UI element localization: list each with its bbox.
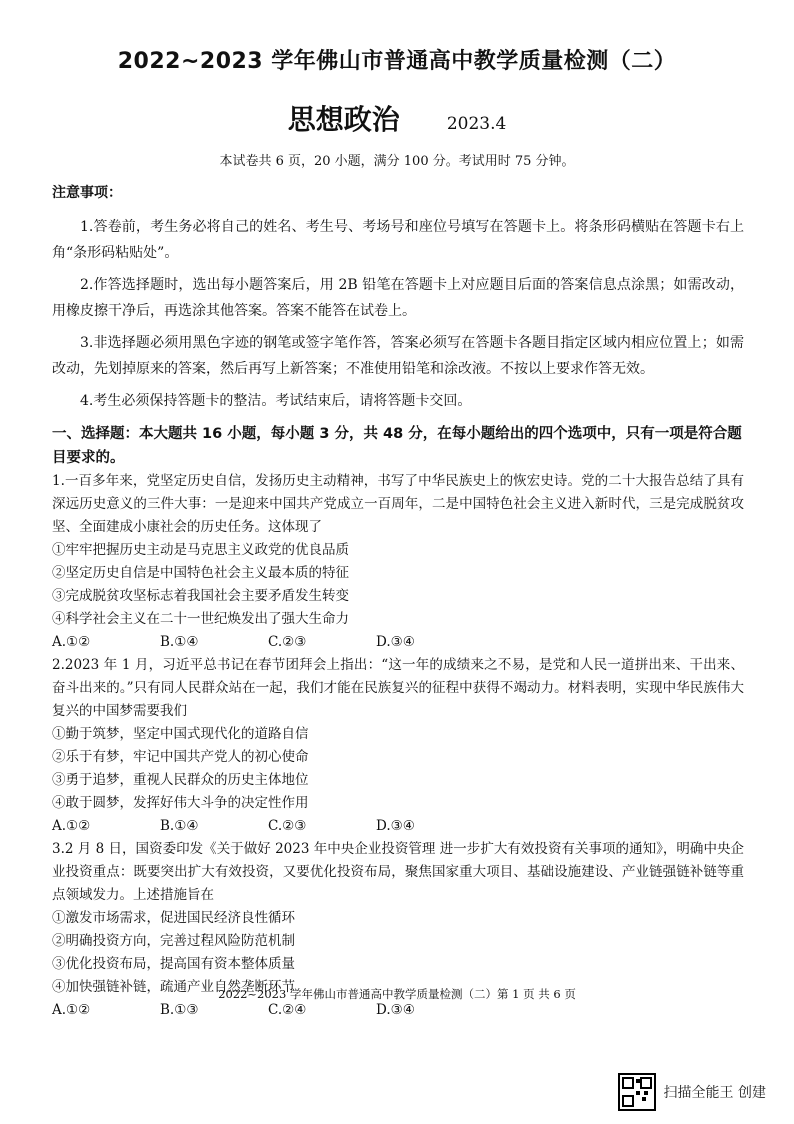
section-heading: 一、选择题：本大题共 16 小题，每小题 3 分，共 48 分，在每小题给出的四个选项中，只有一项是符合题目要求的。 <box>52 426 742 466</box>
question-option: ④科学社会主义在二十一世纪焕发出了强大生命力 <box>52 611 349 627</box>
choice-a: A.①② <box>52 634 91 650</box>
notes-list <box>52 214 744 420</box>
choice-a: A.①② <box>52 818 91 834</box>
question-option: ②明确投资方向，完善过程风险防范机制 <box>52 933 295 949</box>
question-1 <box>52 470 744 654</box>
notes-heading: 注意事项： <box>52 185 122 201</box>
choice-d: D.③④ <box>376 1002 415 1018</box>
answer-choices <box>52 631 744 654</box>
choice-a: A.①② <box>52 1002 91 1018</box>
question-option: ③完成脱贫攻坚标志着我国社会主要矛盾发生转变 <box>52 588 349 604</box>
choice-b: B.①③ <box>160 1002 199 1018</box>
answer-choices <box>52 815 744 838</box>
choice-d: D.③④ <box>376 634 415 650</box>
scanner-label: 扫描全能王 创建 <box>663 1085 766 1101</box>
answer-choices <box>52 999 744 1022</box>
question-option: ①激发市场需求，促进国民经济良性循环 <box>52 910 295 926</box>
question-stem: 3.2 月 8 日，国资委印发《关于做好 2023 年中央企业投资管理 进一步扩大有效投资有关事项的通知》，明确中央企业投资重点：既要突出扩大有效投资，又要优化投资布局，聚焦国家重大项目、基础设施建设、产业链强链补链等重点领域发力。上述措施旨在 <box>52 841 744 903</box>
note-item: 4.考生必须保持答题卡的整洁。考试结束后，请将答题卡交回。 <box>80 393 472 409</box>
exam-date: 2023.4 <box>446 114 507 134</box>
page-footer: 2022~2023 学年佛山市普通高中教学质量检测（二）第 1 页 共 6 页 <box>218 987 576 1001</box>
question-option: ④加快强链补链，疏通产业自然垄断环节 <box>52 979 295 995</box>
subject-row <box>0 98 794 138</box>
question-option: ④敢于圆梦，发挥好伟大斗争的决定性作用 <box>52 795 309 811</box>
choice-c: C.②③ <box>268 634 307 650</box>
choice-c: C.②③ <box>268 818 307 834</box>
question-stem: 2.2023 年 1 月，习近平总书记在春节团拜会上指出：“这一年的成绩来之不易，是党和人民一道拼出来、干出来、奋斗出来的。”只有同人民群众站在一起，我们才能在民族复兴的征程中获得不竭动力。材料表明，实现中华民族伟大复兴的中国梦需要我们 <box>52 657 744 719</box>
choice-c: C.②④ <box>268 1002 307 1018</box>
question-2 <box>52 654 744 838</box>
note-item: 1.答卷前，考生务必将自己的姓名、考生号、考场号和座位号填写在答题卡上。将条形码横贴在答题卡右上角“条形码粘贴处”。 <box>52 219 744 261</box>
exam-info: 本试卷共 6 页，20 小题，满分 100 分。考试用时 75 分钟。 <box>219 154 575 169</box>
question-option: ②坚定历史自信是中国特色社会主义最本质的特征 <box>52 565 349 581</box>
note-item: 3.非选择题必须用黑色字迹的钢笔或签字笔作答，答案必须写在答题卡各题目指定区域内相应位置上；如需改动，先划掉原来的答案，然后再写上新答案；不准使用铅笔和涂改液。不按以上要求作答无效。 <box>52 335 744 377</box>
scanner-watermark <box>618 1073 766 1111</box>
qr-code-icon <box>618 1073 656 1111</box>
question-option: ③勇于追梦，重视人民群众的历史主体地位 <box>52 772 309 788</box>
question-option: ①勤于筑梦，坚定中国式现代化的道路自信 <box>52 726 309 742</box>
question-stem: 1.一百多年来，党坚定历史自信，发扬历史主动精神，书写了中华民族史上的恢宏史诗。党的二十大报告总结了具有深远历史意义的三件大事：一是迎来中国共产党成立一百周年，二是中国特色社会主义进入新时代，三是完成脱贫攻坚、全面建成小康社会的历史任务。这体现了 <box>52 473 744 535</box>
question-option: ③优化投资布局，提高国有资本整体质量 <box>52 956 295 972</box>
choice-b: B.①④ <box>160 818 199 834</box>
subject-title: 思想政治 <box>287 103 400 136</box>
choice-b: B.①④ <box>160 634 199 650</box>
question-list <box>52 470 744 1022</box>
note-item: 2.作答选择题时，选出每小题答案后，用 2B 铅笔在答题卡上对应题目后面的答案信息点涂黑；如需改动，用橡皮擦干净后，再选涂其他答案。答案不能答在试卷上。 <box>52 277 744 319</box>
choice-d: D.③④ <box>376 818 415 834</box>
question-option: ①牢牢把握历史主动是马克思主义政党的优良品质 <box>52 542 349 558</box>
question-option: ②乐于有梦，牢记中国共产党人的初心使命 <box>52 749 309 765</box>
exam-title: 2022~2023 学年佛山市普通高中教学质量检测（二） <box>117 49 677 74</box>
